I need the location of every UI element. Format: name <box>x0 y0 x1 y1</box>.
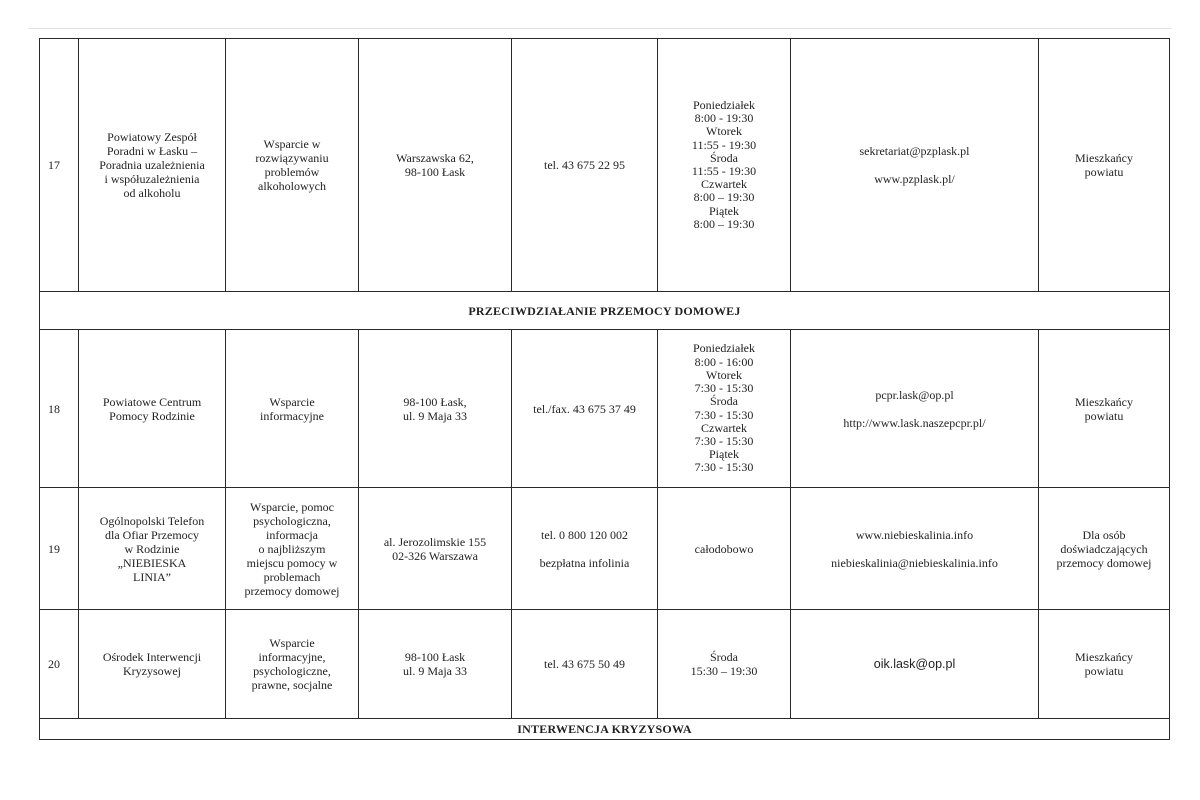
contact <box>791 39 1039 292</box>
recipients: Mieszkańcy powiatu <box>1039 330 1170 488</box>
recipients: Dla osób doświadczających przemocy domowej <box>1039 488 1170 610</box>
email-link[interactable]: niebieskalinia@niebieskalinia.info <box>831 555 998 570</box>
row-number: 20 <box>40 610 79 719</box>
phone: tel./fax. 43 675 37 49 <box>512 330 658 488</box>
section-row <box>40 292 1170 330</box>
opening-hours: Poniedziałek 8:00 - 19:30 Wtorek 11:55 - 19:30 Środa 11:55 - 19:30 Czwartek 8:00 – 19:30 Piątek 8:00 – 19:30 <box>658 39 791 292</box>
address: Warszawska 62, 98-100 Łask <box>359 39 512 292</box>
recipients: Mieszkańcy powiatu <box>1039 39 1170 292</box>
support-type: Wsparcie informacyjne <box>226 330 359 488</box>
phone: tel. 0 800 120 002 bezpłatna infolinia <box>512 488 658 610</box>
table-row <box>40 488 1170 610</box>
opening-hours: Środa 15:30 – 19:30 <box>658 610 791 719</box>
support-type: Wsparcie, pomoc psychologiczna, informacja o najbliższym miejscu pomocy w problemach przemocy domowej <box>226 488 359 610</box>
website-link[interactable]: www.niebieskalinia.info <box>855 527 974 542</box>
row-number: 18 <box>40 330 79 488</box>
email-link[interactable]: oik.lask@op.pl <box>873 657 956 671</box>
contact <box>791 610 1039 719</box>
support-type: Wsparcie informacyjne, psychologiczne, prawne, socjalne <box>226 610 359 719</box>
contact <box>791 488 1039 610</box>
contact <box>791 330 1039 488</box>
address: 98-100 Łask, ul. 9 Maja 33 <box>359 330 512 488</box>
institution-name: Ogólnopolski Telefon dla Ofiar Przemocy w Rodzinie „NIEBIESKA LINIA” <box>79 488 226 610</box>
institution-name: Ośrodek Interwencji Kryzysowej <box>79 610 226 719</box>
email-link[interactable]: sekretariat@pzplask.pl <box>859 144 970 158</box>
opening-hours: Poniedziałek 8:00 - 16:00 Wtorek 7:30 - 15:30 Środa 7:30 - 15:30 Czwartek 7:30 - 15:30 Piątek 7:30 - 15:30 <box>658 330 791 488</box>
table-row <box>40 39 1170 292</box>
opening-hours: całodobowo <box>658 488 791 610</box>
website-link[interactable]: www.pzplask.pl/ <box>874 172 955 186</box>
website-link[interactable]: http://www.lask.naszepcpr.pl/ <box>843 415 986 430</box>
section-title-domestic-violence: PRZECIWDZIAŁANIE PRZEMOCY DOMOWEJ <box>40 292 1170 330</box>
address: 98-100 Łask ul. 9 Maja 33 <box>359 610 512 719</box>
phone: tel. 43 675 22 95 <box>512 39 658 292</box>
support-institutions-table <box>39 38 1170 740</box>
row-number: 19 <box>40 488 79 610</box>
address: al. Jerozolimskie 155 02-326 Warszawa <box>359 488 512 610</box>
recipients: Mieszkańcy powiatu <box>1039 610 1170 719</box>
support-type: Wsparcie w rozwiązywaniu problemów alkoholowych <box>226 39 359 292</box>
row-number: 17 <box>40 39 79 292</box>
table-row <box>40 330 1170 488</box>
email-link[interactable]: pcpr.lask@op.pl <box>875 387 954 402</box>
section-row <box>40 719 1170 740</box>
institution-name: Powiatowy Zespół Poradni w Łasku – Poradnia uzależnienia i współuzależnienia od alkoholu <box>79 39 226 292</box>
table-row <box>40 610 1170 719</box>
section-title-crisis-intervention: INTERWENCJA KRYZYSOWA <box>40 719 1170 740</box>
page-top-rule <box>28 28 1172 29</box>
institution-name: Powiatowe Centrum Pomocy Rodzinie <box>79 330 226 488</box>
phone: tel. 43 675 50 49 <box>512 610 658 719</box>
